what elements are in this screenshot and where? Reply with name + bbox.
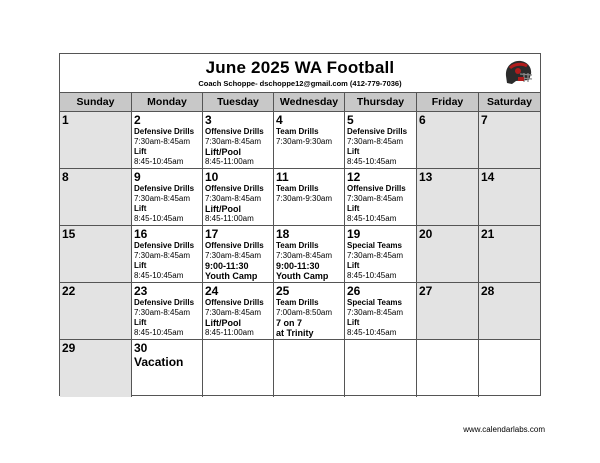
- event-line: 7:30am-8:45am: [347, 194, 404, 203]
- day-cell-3: [203, 112, 274, 169]
- day-number: 10: [205, 170, 219, 184]
- calendar-grid: [60, 112, 540, 397]
- event-line: 7:30am-9:30am: [276, 194, 333, 203]
- day-cell-21: [479, 226, 540, 283]
- day-cell-9: [132, 169, 203, 226]
- day-number: 21: [481, 227, 495, 241]
- day-cell-8: [60, 169, 132, 226]
- day-number: 13: [419, 170, 433, 184]
- event-line: 8:45-10:45am: [134, 214, 184, 223]
- weekday-sunday: Sunday: [60, 93, 132, 111]
- day-number: 9: [134, 170, 141, 184]
- football-helmet-icon: [502, 58, 534, 88]
- day-cell-2: [132, 112, 203, 169]
- empty-day-cell: [417, 340, 479, 397]
- day-number: 20: [419, 227, 433, 241]
- event-line: 8:45-10:45am: [347, 271, 397, 280]
- event-line: 7:30am-8:45am: [205, 308, 262, 317]
- event-line: Lift: [347, 147, 360, 156]
- event-line: 7:30am-8:45am: [347, 137, 404, 146]
- day-cell-27: [417, 283, 479, 340]
- event-line: Lift: [347, 318, 360, 327]
- day-number: 29: [62, 341, 76, 355]
- event-line: 8:45-11:00am: [205, 157, 254, 166]
- event-line: 7:30am-8:45am: [347, 251, 404, 260]
- event-line: Lift: [134, 147, 147, 156]
- day-number: 12: [347, 170, 361, 184]
- event-line: Defensive Drills: [134, 298, 195, 307]
- page-title: June 2025 WA Football: [205, 58, 395, 77]
- weekday-friday: Friday: [417, 93, 479, 111]
- day-cell-23: [132, 283, 203, 340]
- event-line: 8:45-10:45am: [134, 157, 184, 166]
- day-cell-29: [60, 340, 132, 397]
- event-line: Team Drills: [276, 184, 319, 193]
- event-line: 7:30am-8:45am: [205, 137, 262, 146]
- day-number: 28: [481, 284, 495, 298]
- day-number: 15: [62, 227, 76, 241]
- day-cell-6: [417, 112, 479, 169]
- empty-day-cell: [203, 340, 274, 397]
- day-number: 23: [134, 284, 148, 298]
- weekday-saturday: Saturday: [487, 96, 532, 108]
- event-line: Defensive Drills: [347, 127, 408, 136]
- day-cell-16: [132, 226, 203, 283]
- event-line: 7:30am-8:45am: [276, 251, 333, 260]
- footer-credit: www.calendarlabs.com: [463, 425, 545, 434]
- day-number: 22: [62, 284, 76, 298]
- day-number: 24: [205, 284, 219, 298]
- empty-day-cell: [345, 340, 417, 397]
- day-number: 11: [276, 170, 289, 184]
- weekday-header-row: [60, 93, 540, 112]
- day-cell-14: [479, 169, 540, 226]
- event-line: Lift: [347, 204, 360, 213]
- event-line: Youth Camp: [276, 271, 329, 281]
- day-cell-7: [479, 112, 540, 169]
- day-cell-5: [345, 112, 417, 169]
- event-line: Team Drills: [276, 298, 319, 307]
- day-cell-4: [274, 112, 345, 169]
- day-number: 30: [134, 341, 148, 355]
- event-line: Lift: [347, 261, 360, 270]
- event-line: Youth Camp: [205, 271, 258, 281]
- day-number: 25: [276, 284, 290, 298]
- day-number: 19: [347, 227, 361, 241]
- day-number: 14: [481, 170, 495, 184]
- event-line: Lift/Pool: [205, 318, 241, 328]
- weekday-thursday: Thursday: [345, 93, 417, 111]
- event-line: Lift: [134, 204, 147, 213]
- event-line: Lift/Pool: [205, 147, 241, 157]
- event-line: 7:30am-9:30am: [276, 137, 333, 146]
- calendar: [59, 53, 541, 396]
- event-line: 8:45-10:45am: [347, 157, 397, 166]
- day-cell-22: [60, 283, 132, 340]
- day-number: 8: [62, 170, 69, 184]
- event-line: 7:30am-8:45am: [205, 194, 262, 203]
- event-line: 7 on 7: [276, 318, 303, 328]
- day-cell-20: [417, 226, 479, 283]
- day-cell-10: [203, 169, 274, 226]
- event-line: 8:45-11:00am: [205, 328, 254, 337]
- event-line: Offensive Drills: [347, 184, 406, 193]
- calendar-header: [60, 54, 540, 93]
- day-cell-15: [60, 226, 132, 283]
- day-number: 2: [134, 113, 141, 127]
- weekday-tuesday: Tuesday: [203, 93, 274, 111]
- event-line: 7:30am-8:45am: [134, 308, 191, 317]
- day-cell-19: [345, 226, 417, 283]
- day-number: 27: [419, 284, 433, 298]
- event-line: Lift/Pool: [205, 204, 241, 214]
- event-line: 7:30am-8:45am: [205, 251, 262, 260]
- day-cell-1: [60, 112, 132, 169]
- event-line: 7:30am-8:45am: [347, 308, 404, 317]
- event-line: 8:45-11:00am: [205, 214, 254, 223]
- event-line: 7:30am-8:45am: [134, 251, 191, 260]
- day-number: 4: [276, 113, 283, 127]
- day-cell-11: [274, 169, 345, 226]
- day-number: 7: [481, 113, 488, 127]
- event-line: Offensive Drills: [205, 184, 264, 193]
- event-line: at Trinity: [276, 328, 314, 338]
- day-cell-17: [203, 226, 274, 283]
- day-cell-28: [479, 283, 540, 340]
- day-number: 26: [347, 284, 361, 298]
- event-line: Offensive Drills: [205, 127, 264, 136]
- empty-day-cell: [274, 340, 345, 397]
- day-number: 1: [62, 113, 69, 127]
- event-line: Team Drills: [276, 127, 319, 136]
- event-line: Special Teams: [347, 298, 402, 307]
- day-number: 18: [276, 227, 290, 241]
- event-line: Lift: [134, 261, 147, 270]
- event-line: 8:45-10:45am: [134, 271, 184, 280]
- event-line: 8:45-10:45am: [134, 328, 184, 337]
- day-cell-18: [274, 226, 345, 283]
- event-line: 9:00-11:30: [276, 261, 320, 271]
- day-number: 17: [205, 227, 219, 241]
- event-line: Team Drills: [276, 241, 319, 250]
- event-line: Vacation: [134, 355, 184, 369]
- event-line: Lift: [134, 318, 147, 327]
- weekday-monday: Monday: [132, 93, 203, 111]
- empty-day-cell: [479, 340, 540, 397]
- event-line: 9:00-11:30: [205, 261, 249, 271]
- event-line: 8:45-10:45am: [347, 328, 397, 337]
- event-line: 7:00am-8:50am: [276, 308, 333, 317]
- event-line: Special Teams: [347, 241, 402, 250]
- event-line: Defensive Drills: [134, 184, 195, 193]
- event-line: 7:30am-8:45am: [134, 194, 191, 203]
- day-cell-30: [132, 340, 203, 397]
- weekday-wednesday: Wednesday: [274, 93, 345, 111]
- event-line: Defensive Drills: [134, 241, 195, 250]
- event-line: Offensive Drills: [205, 298, 264, 307]
- day-cell-26: [345, 283, 417, 340]
- event-line: Offensive Drills: [205, 241, 264, 250]
- day-cell-13: [417, 169, 479, 226]
- day-number: 3: [205, 113, 212, 127]
- day-cell-25: [274, 283, 345, 340]
- day-number: 16: [134, 227, 148, 241]
- event-line: 8:45-10:45am: [347, 214, 397, 223]
- coach-contact: Coach Schoppe- dschoppe12@gmail.com (412-779-7036): [198, 79, 402, 88]
- day-number: 5: [347, 113, 354, 127]
- event-line: 7:30am-8:45am: [134, 137, 191, 146]
- day-cell-24: [203, 283, 274, 340]
- day-number: 6: [419, 113, 426, 127]
- event-line: Defensive Drills: [134, 127, 195, 136]
- day-cell-12: [345, 169, 417, 226]
